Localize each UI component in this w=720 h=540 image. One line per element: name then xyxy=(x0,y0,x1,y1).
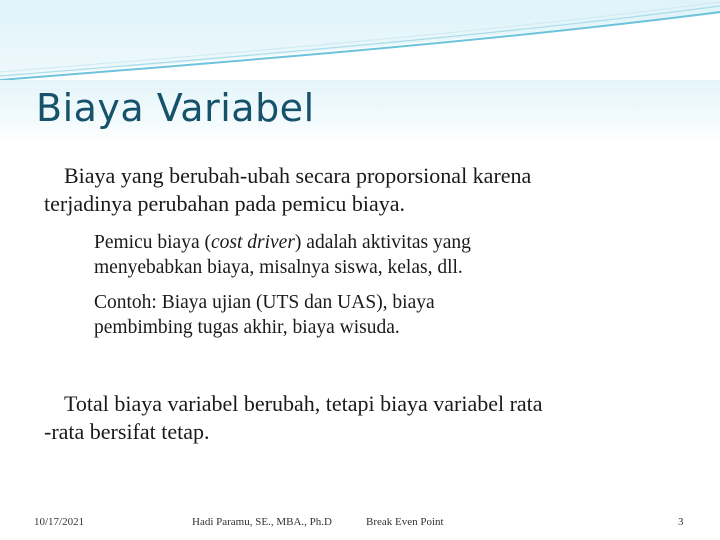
bullet-text-segment: ) adalah aktivitas yang xyxy=(294,232,471,253)
bullet-line xyxy=(94,232,471,253)
bullet-line: pembimbing tugas akhir, biaya wisuda. xyxy=(94,317,400,338)
bullet-line: terjadinya perubahan pada pemicu biaya. xyxy=(44,191,406,216)
sub-bullet-item xyxy=(76,230,636,280)
footer-topic: Break Even Point xyxy=(366,516,444,528)
bullet-text xyxy=(44,390,704,446)
bullet-line: -rata bersifat tetap. xyxy=(44,419,210,444)
bullet-line: Contoh: Biaya ujian (UTS dan UAS), biaya xyxy=(94,292,435,313)
bullet-line: Total biaya variabel berubah, tetapi biaya variabel rata xyxy=(64,391,543,416)
bullet-text-italic: cost driver xyxy=(210,232,295,253)
footer-author: Hadi Paramu, SE., MBA., Ph.D xyxy=(192,516,332,528)
bullet-text xyxy=(76,230,636,280)
footer-date: 10/17/2021 xyxy=(34,516,85,528)
bullet-text xyxy=(76,290,636,340)
bullet-item xyxy=(44,390,704,446)
sub-bullet-item xyxy=(76,290,636,340)
bullet-line: Biaya yang berubah-ubah secara proporsional karena xyxy=(64,163,532,188)
bullet-text xyxy=(44,162,704,218)
slide-number: 3 xyxy=(678,516,684,528)
bullet-text-segment: Pemicu biaya ( xyxy=(94,232,211,253)
bullet-item xyxy=(44,162,704,218)
bullet-line: menyebabkan biaya, misalnya siswa, kelas, dll. xyxy=(94,257,463,278)
slide-title: Biaya Variabel xyxy=(36,86,315,130)
